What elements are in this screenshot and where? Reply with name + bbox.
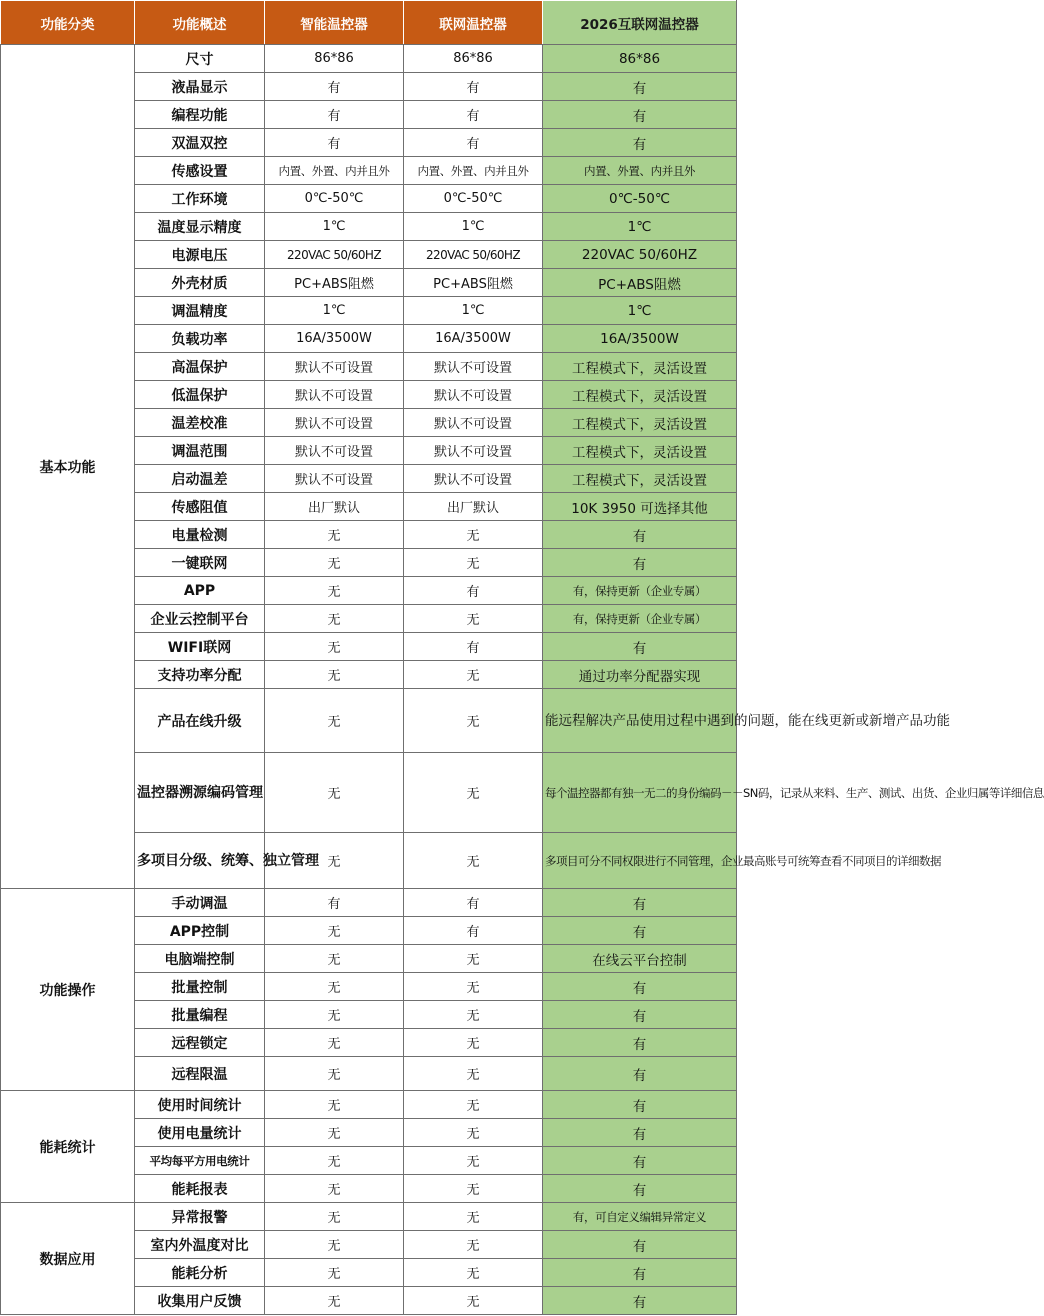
- net-value: 默认不可设置: [404, 409, 543, 437]
- feature-name: 尺寸: [135, 45, 265, 73]
- smart-value: 1℃: [265, 297, 404, 325]
- smart-value: 无: [265, 689, 404, 753]
- net-value: 0℃-50℃: [404, 185, 543, 213]
- smart-value: 16A/3500W: [265, 325, 404, 353]
- feature-name: 使用时间统计: [135, 1091, 265, 1119]
- smart-value: 无: [265, 1057, 404, 1091]
- feature-name: 负载功率: [135, 325, 265, 353]
- feature-name: 高温保护: [135, 353, 265, 381]
- net-value: 无: [404, 945, 543, 973]
- smart-value: 无: [265, 577, 404, 605]
- feature-name: 传感阻值: [135, 493, 265, 521]
- feature-name: WIFI联网: [135, 633, 265, 661]
- net-value: 无: [404, 689, 543, 753]
- smart-value: 无: [265, 1119, 404, 1147]
- iot-value: 有: [543, 1147, 737, 1175]
- iot-value: 有: [543, 101, 737, 129]
- smart-value: 有: [265, 73, 404, 101]
- iot-value: 内置、外置、内并且外: [543, 157, 737, 185]
- iot-value: 有: [543, 1119, 737, 1147]
- feature-name: 室内外温度对比: [135, 1231, 265, 1259]
- net-value: 无: [404, 1091, 543, 1119]
- iot-value: 有: [543, 973, 737, 1001]
- iot-value: PC+ABS阻燃: [543, 269, 737, 297]
- smart-value: 默认不可设置: [265, 353, 404, 381]
- smart-value: 无: [265, 1175, 404, 1203]
- net-value: 无: [404, 1147, 543, 1175]
- iot-value: 有，保持更新（企业专属）: [543, 577, 737, 605]
- feature-name: 支持功率分配: [135, 661, 265, 689]
- smart-value: 无: [265, 753, 404, 833]
- feature-name: 手动调温: [135, 889, 265, 917]
- smart-value: 0℃-50℃: [265, 185, 404, 213]
- feature-name: 工作环境: [135, 185, 265, 213]
- net-value: 无: [404, 753, 543, 833]
- smart-value: 1℃: [265, 213, 404, 241]
- net-value: 默认不可设置: [404, 465, 543, 493]
- table-row: [1, 45, 737, 73]
- feature-name: 液晶显示: [135, 73, 265, 101]
- iot-value: 有: [543, 129, 737, 157]
- net-value: 无: [404, 1029, 543, 1057]
- smart-value: 有: [265, 101, 404, 129]
- feature-name: 传感设置: [135, 157, 265, 185]
- smart-value: 有: [265, 889, 404, 917]
- category-data: 数据应用: [1, 1203, 135, 1315]
- smart-value: 无: [265, 1203, 404, 1231]
- iot-value: 有，保持更新（企业专属）: [543, 605, 737, 633]
- feature-name: 电源电压: [135, 241, 265, 269]
- feature-name: 使用电量统计: [135, 1119, 265, 1147]
- iot-value: 有: [543, 1175, 737, 1203]
- net-value: 有: [404, 73, 543, 101]
- iot-value: 有: [543, 633, 737, 661]
- iot-value: 有: [543, 549, 737, 577]
- category-operation: 功能操作: [1, 889, 135, 1091]
- net-value: 无: [404, 1203, 543, 1231]
- smart-value: 内置、外置、内并且外: [265, 157, 404, 185]
- smart-value: 默认不可设置: [265, 437, 404, 465]
- iot-value: 能远程解决产品使用过程中遇到的问题，能在线更新或新增产品功能: [543, 689, 737, 753]
- iot-value: 多项目可分不同权限进行不同管理，企业最高账号可统筹查看不同项目的详细数据: [543, 833, 737, 889]
- iot-value: 有: [543, 1001, 737, 1029]
- header-smart-thermostat: 智能温控器: [265, 1, 404, 45]
- iot-value: 工程模式下，灵活设置: [543, 353, 737, 381]
- net-value: PC+ABS阻燃: [404, 269, 543, 297]
- iot-value: 工程模式下，灵活设置: [543, 381, 737, 409]
- smart-value: 无: [265, 1259, 404, 1287]
- header-networked-thermostat: 联网温控器: [404, 1, 543, 45]
- smart-value: 86*86: [265, 45, 404, 73]
- smart-value: 无: [265, 1147, 404, 1175]
- net-value: 有: [404, 129, 543, 157]
- net-value: 有: [404, 633, 543, 661]
- feature-name: 编程功能: [135, 101, 265, 129]
- feature-name: 温差校准: [135, 409, 265, 437]
- iot-value: 10K 3950 可选择其他: [543, 493, 737, 521]
- feature-name: 异常报警: [135, 1203, 265, 1231]
- net-value: 无: [404, 605, 543, 633]
- net-value: 默认不可设置: [404, 353, 543, 381]
- feature-name: 电量检测: [135, 521, 265, 549]
- iot-value: 工程模式下，灵活设置: [543, 465, 737, 493]
- smart-value: 无: [265, 521, 404, 549]
- feature-name: APP控制: [135, 917, 265, 945]
- net-value: 16A/3500W: [404, 325, 543, 353]
- iot-value: 1℃: [543, 213, 737, 241]
- iot-value: 有: [543, 917, 737, 945]
- net-value: 无: [404, 1175, 543, 1203]
- net-value: 默认不可设置: [404, 437, 543, 465]
- feature-name: 外壳材质: [135, 269, 265, 297]
- net-value: 无: [404, 1001, 543, 1029]
- feature-name: 多项目分级、统筹、独立管理: [135, 833, 265, 889]
- feature-name: 收集用户反馈: [135, 1287, 265, 1315]
- category-basic: 基本功能: [1, 45, 135, 889]
- smart-value: 无: [265, 633, 404, 661]
- table-row: [1, 1091, 737, 1119]
- net-value: 无: [404, 521, 543, 549]
- iot-value: 有: [543, 1231, 737, 1259]
- feature-name: 远程限温: [135, 1057, 265, 1091]
- header-feature: 功能概述: [135, 1, 265, 45]
- net-value: 无: [404, 973, 543, 1001]
- feature-name: 批量控制: [135, 973, 265, 1001]
- net-value: 出厂默认: [404, 493, 543, 521]
- smart-value: 无: [265, 833, 404, 889]
- feature-name: 远程锁定: [135, 1029, 265, 1057]
- net-value: 无: [404, 1057, 543, 1091]
- smart-value: 无: [265, 1287, 404, 1315]
- iot-value: 有: [543, 521, 737, 549]
- feature-name: 平均每平方用电统计: [135, 1147, 265, 1175]
- smart-value: PC+ABS阻燃: [265, 269, 404, 297]
- smart-value: 无: [265, 917, 404, 945]
- iot-value: 有: [543, 1057, 737, 1091]
- iot-value: 有: [543, 1029, 737, 1057]
- category-energy: 能耗统计: [1, 1091, 135, 1203]
- header-category: 功能分类: [1, 1, 135, 45]
- net-value: 有: [404, 889, 543, 917]
- iot-value: 16A/3500W: [543, 325, 737, 353]
- smart-value: 无: [265, 945, 404, 973]
- iot-value: 有: [543, 1259, 737, 1287]
- smart-value: 无: [265, 973, 404, 1001]
- feature-name: 能耗分析: [135, 1259, 265, 1287]
- net-value: 无: [404, 833, 543, 889]
- iot-value: 220VAC 50/60HZ: [543, 241, 737, 269]
- smart-value: 默认不可设置: [265, 381, 404, 409]
- net-value: 有: [404, 917, 543, 945]
- smart-value: 无: [265, 661, 404, 689]
- iot-value: 1℃: [543, 297, 737, 325]
- smart-value: 220VAC 50/60HZ: [265, 241, 404, 269]
- smart-value: 默认不可设置: [265, 409, 404, 437]
- smart-value: 无: [265, 605, 404, 633]
- net-value: 无: [404, 1119, 543, 1147]
- net-value: 默认不可设置: [404, 381, 543, 409]
- iot-value: 有: [543, 1287, 737, 1315]
- iot-value: 有，可自定义编辑异常定义: [543, 1203, 737, 1231]
- header-row: [1, 1, 737, 45]
- table-row: [1, 889, 737, 917]
- feature-name: 一键联网: [135, 549, 265, 577]
- smart-value: 默认不可设置: [265, 465, 404, 493]
- smart-value: 有: [265, 129, 404, 157]
- iot-value: 0℃-50℃: [543, 185, 737, 213]
- iot-value: 工程模式下，灵活设置: [543, 409, 737, 437]
- feature-name: 温度显示精度: [135, 213, 265, 241]
- feature-name: 温控器溯源编码管理: [135, 753, 265, 833]
- feature-name: 调温精度: [135, 297, 265, 325]
- table-row: [1, 1203, 737, 1231]
- header-iot-thermostat: 2026互联网温控器: [543, 1, 737, 45]
- feature-name: 批量编程: [135, 1001, 265, 1029]
- smart-value: 无: [265, 1029, 404, 1057]
- feature-name: 启动温差: [135, 465, 265, 493]
- feature-name: 产品在线升级: [135, 689, 265, 753]
- net-value: 220VAC 50/60HZ: [404, 241, 543, 269]
- iot-value: 有: [543, 889, 737, 917]
- iot-value: 每个温控器都有独一无二的身份编码－－SN码，记录从来料、生产、测试、出货、企业归属等详细信息: [543, 753, 737, 833]
- smart-value: 无: [265, 549, 404, 577]
- net-value: 无: [404, 549, 543, 577]
- net-value: 1℃: [404, 213, 543, 241]
- feature-name: 调温范围: [135, 437, 265, 465]
- iot-value: 86*86: [543, 45, 737, 73]
- feature-name: 低温保护: [135, 381, 265, 409]
- feature-name: 企业云控制平台: [135, 605, 265, 633]
- iot-value: 在线云平台控制: [543, 945, 737, 973]
- net-value: 有: [404, 101, 543, 129]
- smart-value: 无: [265, 1231, 404, 1259]
- iot-value: 有: [543, 73, 737, 101]
- net-value: 有: [404, 577, 543, 605]
- iot-value: 有: [543, 1091, 737, 1119]
- smart-value: 无: [265, 1091, 404, 1119]
- smart-value: 出厂默认: [265, 493, 404, 521]
- feature-name: 电脑端控制: [135, 945, 265, 973]
- feature-name: 双温双控: [135, 129, 265, 157]
- feature-name: APP: [135, 577, 265, 605]
- net-value: 无: [404, 1259, 543, 1287]
- net-value: 1℃: [404, 297, 543, 325]
- net-value: 无: [404, 1231, 543, 1259]
- feature-name: 能耗报表: [135, 1175, 265, 1203]
- net-value: 内置、外置、内并且外: [404, 157, 543, 185]
- iot-value: 工程模式下，灵活设置: [543, 437, 737, 465]
- smart-value: 无: [265, 1001, 404, 1029]
- net-value: 86*86: [404, 45, 543, 73]
- net-value: 无: [404, 1287, 543, 1315]
- iot-value: 通过功率分配器实现: [543, 661, 737, 689]
- net-value: 无: [404, 661, 543, 689]
